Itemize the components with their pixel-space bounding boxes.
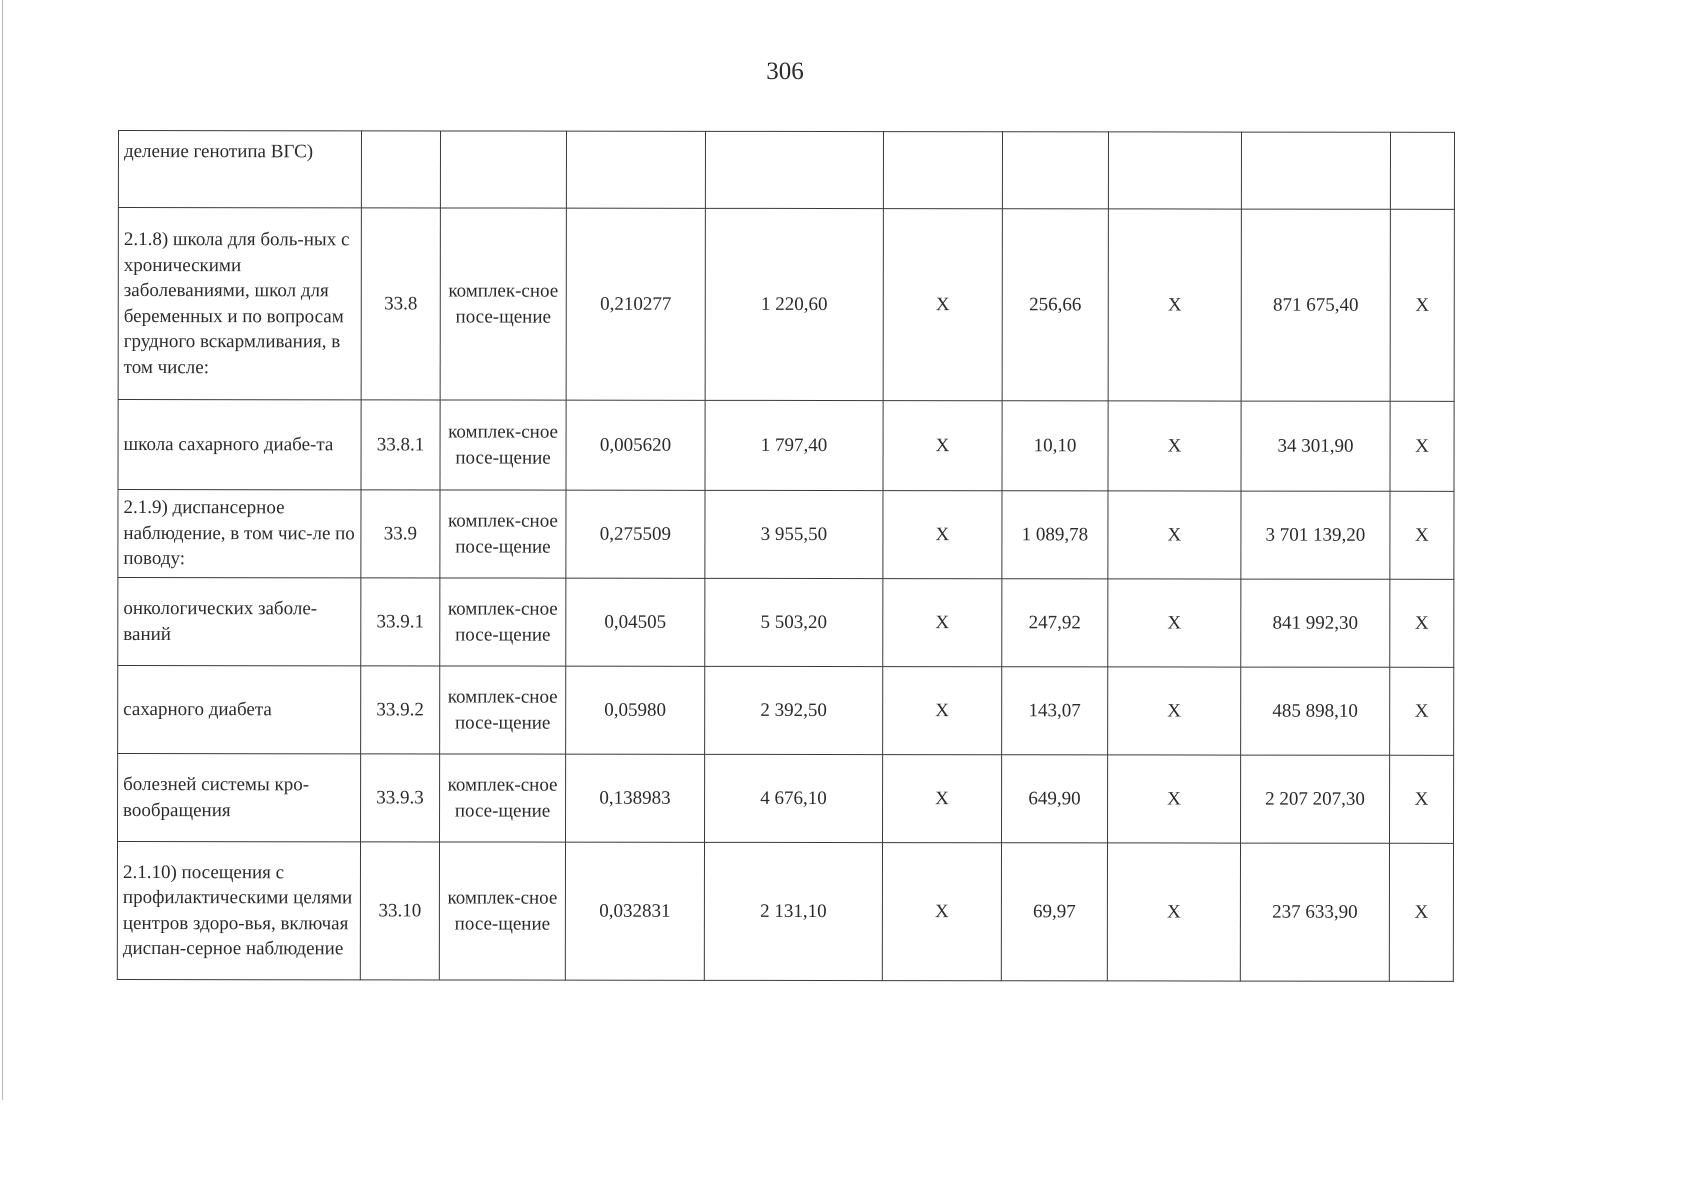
unit-cell: комплек-сное посе-щение [440,490,566,578]
row-code-cell: 33.9 [361,490,440,578]
norm-cell: 0,138983 [566,754,705,842]
row-code-cell [361,131,440,208]
norm-cell: 0,275509 [566,490,705,578]
unit-cost-cell: 1 797,40 [705,400,883,490]
table-row [118,208,1454,402]
table-row [118,490,1454,580]
unit-cell: комплек-сное посе-щение [440,666,566,754]
unit-cost-cell: 2 392,50 [705,666,883,754]
column-10-cell [1390,132,1454,209]
column-7-cell: 1 089,78 [1002,491,1108,579]
service-name-cell: болезней системы кро-вообращения [118,754,361,842]
table-row [118,578,1454,668]
column-8-cell: X [1108,209,1241,401]
column-10-cell: X [1390,667,1454,755]
column-9-cell: 34 301,90 [1241,401,1390,491]
data-table [117,130,1455,982]
column-10-cell: X [1390,755,1454,843]
column-7-cell: 247,92 [1002,579,1108,667]
unit-cell: комплек-сное посе-щение [440,208,566,400]
column-6-cell: X [883,667,1002,755]
unit-cost-cell: 3 955,50 [705,490,883,578]
column-9-cell: 237 633,90 [1240,843,1389,981]
unit-cell: комплек-сное посе-щение [439,842,565,980]
column-10-cell: X [1390,209,1454,401]
column-7-cell: 256,66 [1002,209,1108,401]
column-10-cell: X [1390,491,1454,579]
column-9-cell: 871 675,40 [1241,209,1390,401]
norm-cell: 0,04505 [566,578,705,666]
norm-cell: 0,032831 [565,842,704,980]
service-name-cell: онкологических заболе-ваний [118,578,361,666]
column-9-cell [1241,132,1390,209]
column-8-cell: X [1108,755,1241,843]
service-name-cell: деление генотипа ВГС) [118,131,361,208]
unit-cost-cell: 5 503,20 [705,578,883,666]
column-6-cell: X [882,843,1001,981]
unit-cell [440,131,566,208]
column-8-cell [1108,132,1241,209]
column-8-cell: X [1108,401,1241,491]
norm-cell [566,131,705,208]
page-number: 306 [766,58,804,85]
service-name-cell: школа сахарного диабе-та [118,400,361,490]
scan-edge-line [2,0,3,1100]
table-row [117,842,1453,982]
service-name-cell: 2.1.8) школа для боль-ных с хроническими заболеваниями, школ для беременных и по вопросам грудного вскармливания, в том числе: [118,208,361,400]
column-7-cell: 143,07 [1002,667,1108,755]
norm-cell: 0,005620 [566,400,705,490]
norm-cell: 0,05980 [566,666,705,754]
column-7-cell: 10,10 [1002,401,1108,491]
row-code-cell: 33.9.2 [361,666,440,754]
column-7-cell: 69,97 [1001,843,1107,981]
column-7-cell [1002,132,1108,209]
column-8-cell: X [1108,491,1241,579]
column-10-cell: X [1390,401,1454,491]
service-name-cell: сахарного диабета [118,666,361,754]
table-row [118,131,1454,210]
row-code-cell: 33.10 [360,842,439,980]
column-8-cell: X [1107,843,1240,981]
unit-cell: комплек-сное посе-щение [440,400,566,490]
unit-cell: комплек-сное посе-щение [440,578,566,666]
row-code-cell: 33.9.1 [361,578,440,666]
table-row [118,400,1454,492]
column-8-cell: X [1108,579,1241,667]
unit-cost-cell: 1 220,60 [705,208,883,400]
column-6-cell: X [883,491,1002,579]
service-name-cell: 2.1.10) посещения с профилактическими целями центров здоро-вья, включая диспан-серное наблюдение [117,842,360,980]
row-code-cell: 33.9.3 [361,754,440,842]
unit-cost-cell [705,131,883,208]
row-code-cell: 33.8.1 [361,400,440,490]
column-10-cell: X [1389,843,1453,981]
column-6-cell: X [883,755,1002,843]
table-row [118,666,1454,756]
row-code-cell: 33.8 [361,208,440,400]
column-9-cell: 485 898,10 [1241,667,1390,755]
norm-cell: 0,210277 [566,208,705,400]
column-9-cell: 3 701 139,20 [1241,491,1390,579]
column-9-cell: 841 992,30 [1241,579,1390,667]
unit-cost-cell: 2 131,10 [704,842,882,980]
table-row [118,754,1454,844]
unit-cell: комплек-сное посе-щение [440,754,566,842]
column-6-cell [883,132,1002,209]
column-7-cell: 649,90 [1002,755,1108,843]
unit-cost-cell: 4 676,10 [705,754,883,842]
column-8-cell: X [1108,667,1241,755]
column-6-cell: X [883,401,1002,491]
column-9-cell: 2 207 207,30 [1241,755,1390,843]
column-10-cell: X [1390,579,1454,667]
column-6-cell: X [883,579,1002,667]
service-name-cell: 2.1.9) диспансерное наблюдение, в том чис-ле по поводу: [118,490,361,578]
column-6-cell: X [883,209,1002,401]
